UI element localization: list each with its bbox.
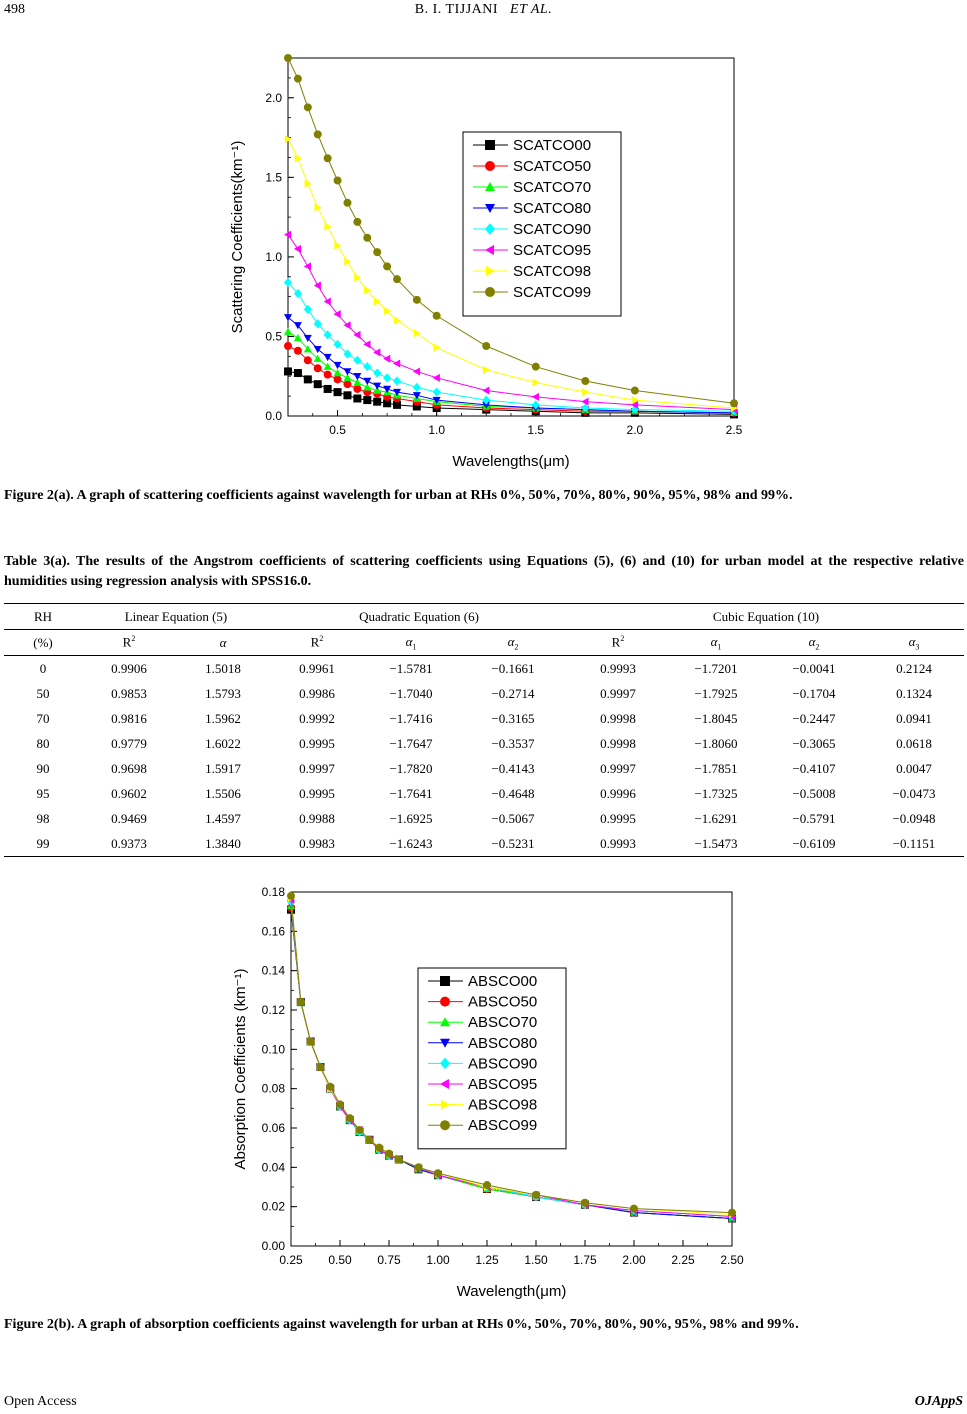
table-row — [4, 706, 964, 731]
data-point — [532, 393, 539, 401]
table-cell: −1.7641 — [389, 785, 433, 801]
y-tick-label: 0.04 — [261, 1160, 285, 1175]
table-cell: 0.9853 — [111, 685, 147, 701]
table-cell: −0.4648 — [491, 785, 535, 801]
table-cell: −0.0473 — [892, 785, 936, 801]
data-point — [482, 342, 490, 350]
data-point — [394, 317, 401, 325]
table-cell: 0.0047 — [896, 760, 932, 776]
subheader-alpha1-cubic: $\alpha_1$ — [668, 630, 764, 656]
data-point — [346, 1114, 354, 1122]
footer-open-access: Open Access — [4, 1394, 77, 1409]
x-tick-label: 1.75 — [573, 1253, 597, 1267]
table-cell: −0.3165 — [491, 710, 535, 726]
data-point — [413, 296, 421, 304]
table-cell: −0.6109 — [764, 831, 864, 857]
table-row — [4, 831, 964, 857]
data-point — [353, 373, 361, 380]
data-point — [307, 1037, 315, 1045]
table-cell: 0.9993 — [568, 831, 668, 857]
data-point — [393, 275, 401, 283]
x-tick-label: 2.50 — [720, 1253, 744, 1267]
x-tick-label: 1.0 — [428, 423, 446, 437]
table-cell: 0.9996 — [600, 785, 636, 801]
y-axis-label: Scattering Coefficients(km⁻¹) — [229, 140, 246, 334]
table-cell: 0.9993 — [600, 660, 636, 676]
data-point — [433, 312, 441, 320]
table-cell: 0.9988 — [299, 810, 335, 826]
data-point — [582, 388, 589, 396]
data-point — [294, 369, 302, 377]
table-cell: 0.9961 — [299, 660, 335, 676]
table-cell: 0.9992 — [299, 710, 335, 726]
y-tick-label: 0.12 — [261, 1003, 285, 1017]
data-point — [433, 344, 440, 352]
table-cell: −0.0948 — [892, 810, 936, 826]
data-point — [324, 354, 332, 361]
x-tick-label: 1.00 — [426, 1253, 450, 1267]
table-row — [4, 731, 964, 756]
table-cell: 0.9779 — [111, 735, 147, 751]
data-point — [334, 177, 342, 185]
header-cubic: Cubic Equation (10) — [568, 604, 964, 630]
data-point — [334, 369, 342, 376]
data-point — [383, 373, 391, 382]
series-SCATCO00 — [284, 367, 738, 418]
legend-label: SCATCO00 — [513, 137, 592, 154]
legend-label: SCATCO98 — [513, 263, 592, 280]
subheader-alpha3-cubic: $\alpha_3$ — [864, 630, 964, 656]
data-point — [730, 399, 738, 407]
data-point — [314, 364, 322, 372]
data-point — [343, 391, 351, 399]
table-row — [4, 756, 964, 781]
data-point — [284, 328, 292, 335]
y-tick-label: 1.5 — [265, 170, 282, 185]
data-point — [373, 398, 381, 406]
data-point — [363, 362, 371, 371]
table-cell: 50 — [36, 685, 50, 701]
table-cell: −1.7201 — [694, 660, 738, 676]
table-cell: −1.7325 — [694, 785, 738, 801]
legend-marker — [485, 287, 495, 297]
table-cell: 0.0941 — [896, 710, 932, 726]
subheader-percent: (%) — [4, 630, 82, 656]
data-point — [482, 387, 489, 395]
data-point — [375, 1144, 383, 1152]
data-point — [373, 248, 381, 256]
data-point — [324, 371, 332, 379]
data-point — [354, 274, 361, 282]
data-point — [284, 314, 292, 321]
legend-label: ABSCO70 — [468, 1014, 538, 1032]
table-cell: 0.9698 — [111, 760, 147, 776]
table-cell: −0.4107 — [792, 760, 836, 776]
legend-label: SCATCO90 — [513, 221, 592, 238]
data-point — [353, 218, 361, 226]
data-point — [304, 375, 312, 383]
data-point — [365, 1136, 373, 1144]
table-cell: 1.5506 — [205, 785, 241, 801]
footer-journal: OJAppS — [914, 1394, 963, 1409]
table-cell: −1.7925 — [694, 685, 738, 701]
legend — [463, 132, 621, 316]
table-cell: 0.9997 — [600, 685, 636, 701]
header-rh: RH — [4, 604, 82, 630]
subheader-alpha2-quadratic: $\alpha_2$ — [458, 630, 568, 656]
x-tick-label: 0.75 — [377, 1253, 401, 1267]
subheader-r2-cubic: $R^2$ — [568, 630, 668, 656]
data-point — [363, 378, 371, 385]
legend-label: SCATCO70 — [513, 179, 592, 196]
x-tick-label: 2.5 — [725, 423, 743, 437]
legend-marker — [440, 976, 450, 986]
data-point — [433, 388, 441, 397]
table-cell: 0.9986 — [299, 685, 335, 701]
data-point — [533, 379, 540, 387]
table-cell: 0.9906 — [111, 660, 147, 676]
table-cell: 0.0618 — [896, 735, 932, 751]
table-cell: −1.7647 — [389, 735, 433, 751]
data-point — [324, 154, 332, 162]
table-3a-caption: Table 3(a). The results of the Angstrom coefficients of scattering coefficients using Equations (5), (6) and (10) for urban model at the respective relative humidities using regression analysis with SPSS16.0. — [4, 554, 964, 589]
y-tick-label: 0.14 — [261, 963, 285, 978]
data-point — [413, 383, 421, 392]
table-cell: 0.9995 — [299, 785, 335, 801]
absorption-chart-svg — [0, 878, 967, 1308]
table-cell: 98 — [36, 810, 50, 826]
legend-label: ABSCO50 — [468, 993, 538, 1011]
scattering-chart — [0, 40, 967, 480]
header-linear: Linear Equation (5) — [82, 604, 270, 630]
table-cell: −1.5473 — [668, 831, 764, 857]
data-point — [483, 366, 490, 374]
y-axis-label: Absorption Coefficients (km⁻¹) — [232, 968, 249, 1170]
data-point — [363, 234, 371, 242]
data-point — [631, 387, 639, 395]
data-point — [315, 204, 322, 212]
data-point — [284, 342, 292, 350]
table-cell: −1.7851 — [694, 760, 738, 776]
table-cell: 0.9998 — [600, 735, 636, 751]
legend-marker — [440, 1120, 450, 1130]
table-cell: 1.6022 — [205, 735, 241, 751]
page-number: 498 — [4, 2, 25, 17]
y-tick-label: 0.08 — [261, 1081, 285, 1096]
table-cell: 90 — [36, 760, 50, 776]
table-cell: −1.6291 — [694, 810, 738, 826]
table-cell: −0.2714 — [491, 685, 535, 701]
data-point — [334, 242, 341, 250]
data-point — [304, 356, 312, 364]
y-tick-label: 0.18 — [261, 885, 285, 899]
table-cell: −1.7040 — [389, 685, 433, 701]
x-axis-label: Wavelength(μm) — [456, 1283, 567, 1300]
table-cell: 80 — [36, 735, 50, 751]
table-cell: −0.1661 — [491, 660, 535, 676]
data-point — [324, 385, 332, 393]
data-point — [363, 396, 371, 404]
table-sub-header-row — [4, 630, 964, 656]
data-point — [304, 262, 311, 270]
data-point — [353, 385, 361, 393]
table-cell: 0.9602 — [111, 785, 147, 801]
data-point — [316, 1063, 324, 1071]
table-cell: −1.6925 — [389, 810, 433, 826]
data-point — [483, 1181, 491, 1189]
table-cell: −0.4143 — [491, 760, 535, 776]
legend-label: SCATCO95 — [513, 242, 592, 259]
table-cell: −0.5791 — [792, 810, 836, 826]
figure-2b-caption: Figure 2(b). A graph of absorption coefficients against wavelength for urban at RHs 0%, 50%, 70%, 80%, 90%, 95%, 98% and 99%. — [4, 1317, 799, 1332]
x-tick-label: 2.00 — [622, 1253, 646, 1267]
table-row — [4, 806, 964, 831]
data-point — [393, 359, 400, 367]
data-point — [581, 377, 589, 385]
subheader-alpha2-cubic: $\alpha_2$ — [764, 630, 864, 656]
data-point — [284, 367, 292, 375]
data-point — [434, 1169, 442, 1177]
data-point — [413, 367, 420, 375]
table-cell: −1.5781 — [389, 660, 433, 676]
data-point — [314, 346, 322, 353]
y-tick-label: 0.5 — [265, 329, 282, 344]
running-head-author: B. I. TIJJANI — [414, 2, 499, 17]
legend-label: ABSCO00 — [468, 973, 538, 990]
x-tick-label: 1.5 — [527, 423, 545, 437]
data-point — [314, 282, 321, 290]
table-row — [4, 781, 964, 806]
legend-marker — [485, 161, 495, 171]
subheader-r2-quadratic: $R^2$ — [270, 630, 364, 656]
subheader-r2-linear: $R^2$ — [82, 630, 176, 656]
page-header — [0, 0, 967, 20]
data-point — [294, 347, 302, 355]
data-point — [344, 258, 351, 266]
table-cell: 70 — [36, 710, 50, 726]
legend-label: ABSCO98 — [468, 1096, 538, 1114]
data-point — [728, 1209, 736, 1217]
data-point — [414, 329, 421, 337]
table-cell: −0.3065 — [792, 735, 836, 751]
scattering-chart-svg — [0, 40, 967, 480]
table-cell: −0.5067 — [491, 810, 535, 826]
legend-label: SCATCO50 — [513, 158, 592, 175]
table-cell: 95 — [36, 785, 50, 801]
data-point — [433, 374, 440, 382]
table-cell: 0.9983 — [270, 831, 364, 857]
data-point — [356, 1126, 364, 1134]
data-point — [324, 363, 332, 370]
data-point — [284, 54, 292, 62]
y-tick-label: 0.06 — [261, 1121, 285, 1135]
y-tick-label: 0.02 — [261, 1199, 285, 1214]
table-cell: −1.8060 — [694, 735, 738, 751]
table-cell: 99 — [4, 831, 82, 857]
data-point — [395, 1155, 403, 1163]
table-cell: 0.9997 — [600, 760, 636, 776]
data-point — [393, 376, 401, 385]
data-point — [314, 380, 322, 388]
legend-marker — [440, 997, 450, 1007]
running-head-etal: ET AL. — [510, 2, 553, 17]
table-cell: 0.9373 — [82, 831, 176, 857]
data-point — [305, 180, 312, 188]
data-point — [343, 380, 351, 388]
data-point — [295, 154, 302, 162]
x-tick-label: 0.5 — [329, 423, 346, 437]
x-tick-label: 1.50 — [524, 1253, 548, 1267]
table-row — [4, 681, 964, 706]
table-cell: −1.7820 — [389, 760, 433, 776]
angstrom-table — [4, 603, 964, 857]
x-tick-label: 0.25 — [279, 1253, 303, 1267]
table-cell: 0.1324 — [896, 685, 932, 701]
subheader-alpha1-quadratic: $\alpha_1$ — [364, 630, 458, 656]
data-point — [334, 375, 342, 383]
series-SCATCO50 — [284, 342, 738, 417]
table-cell: 0.9816 — [111, 710, 147, 726]
data-point — [630, 1205, 638, 1213]
data-point — [336, 1100, 344, 1108]
legend-label: ABSCO95 — [468, 1076, 538, 1093]
table-cell: 0.2124 — [896, 660, 932, 676]
legend-label: ABSCO90 — [468, 1055, 538, 1073]
data-point — [385, 1150, 393, 1158]
table-cell: −0.2447 — [792, 710, 836, 726]
x-tick-label: 2.25 — [671, 1253, 695, 1267]
x-tick-label: 2.0 — [626, 423, 644, 437]
legend-label: SCATCO80 — [513, 200, 592, 217]
data-point — [334, 388, 342, 396]
table-cell: −0.3537 — [491, 735, 535, 751]
table-cell: −0.5008 — [792, 785, 836, 801]
legend-label: ABSCO80 — [468, 1034, 538, 1052]
series-line — [288, 371, 734, 414]
table-cell: −0.1151 — [864, 831, 964, 857]
table-cell: 1.4597 — [205, 810, 241, 826]
y-tick-label: 0.00 — [261, 1239, 285, 1253]
table-cell: 1.5018 — [205, 660, 241, 676]
data-point — [343, 368, 351, 375]
header-quadratic: Quadratic Equation (6) — [270, 604, 568, 630]
data-point — [532, 363, 540, 371]
table-cell: −1.6243 — [364, 831, 458, 857]
data-point — [343, 199, 351, 207]
data-point — [373, 368, 381, 377]
table-cell: 1.5793 — [205, 685, 241, 701]
x-tick-label: 0.50 — [328, 1253, 352, 1267]
x-tick-label: 1.25 — [475, 1253, 499, 1267]
data-point — [383, 355, 390, 363]
table-cell: −0.0041 — [792, 660, 836, 676]
table-cell: −0.5231 — [458, 831, 568, 857]
table-row — [4, 656, 964, 682]
absorption-chart — [0, 878, 967, 1308]
y-tick-label: 0.0 — [265, 409, 282, 423]
data-point — [414, 1163, 422, 1171]
table-group-header-row — [4, 604, 964, 630]
table-cell: 1.5962 — [205, 710, 241, 726]
data-point — [353, 356, 361, 365]
data-point — [294, 334, 302, 341]
table-cell: 0.9998 — [600, 710, 636, 726]
data-point — [304, 103, 312, 111]
y-tick-label: 2.0 — [265, 90, 282, 105]
data-point — [581, 1199, 589, 1207]
figure-2a-caption: Figure 2(a). A graph of scattering coefficients against wavelength for urban at RHs 0%, 50%, 70%, 80%, 90%, 95%, 98% and 99%. — [4, 488, 793, 503]
data-point — [324, 297, 331, 305]
table-cell: 1.3840 — [176, 831, 270, 857]
data-point — [297, 998, 305, 1006]
x-axis-label: Wavelengths(μm) — [452, 453, 570, 470]
running-head — [0, 2, 967, 18]
data-point — [294, 245, 301, 253]
data-point — [287, 892, 295, 900]
table-cell: 1.5917 — [205, 760, 241, 776]
table-cell: −0.1704 — [792, 685, 836, 701]
y-tick-label: 0.10 — [261, 1042, 285, 1057]
table-cell: 0.9995 — [600, 810, 636, 826]
table-cell: 0 — [39, 660, 47, 676]
table-cell: −1.7416 — [389, 710, 433, 726]
data-point — [326, 1083, 334, 1091]
subheader-alpha-linear: α — [176, 630, 270, 656]
data-point — [324, 223, 331, 231]
y-tick-label: 0.16 — [261, 924, 285, 939]
legend — [418, 968, 566, 1149]
data-point — [334, 310, 341, 318]
data-point — [353, 394, 361, 402]
data-point — [532, 1191, 540, 1199]
table-cell: 0.9469 — [111, 810, 147, 826]
table-cell: 0.9997 — [299, 760, 335, 776]
y-tick-label: 1.0 — [265, 249, 282, 264]
table-cell: −1.8045 — [694, 710, 738, 726]
data-point — [334, 362, 342, 369]
legend-label: ABSCO99 — [468, 1117, 538, 1135]
legend-label: SCATCO99 — [513, 284, 592, 301]
data-point — [294, 75, 302, 83]
data-point — [383, 262, 391, 270]
legend-marker — [485, 140, 495, 150]
table-cell: 0.9995 — [299, 735, 335, 751]
data-point — [314, 130, 322, 138]
